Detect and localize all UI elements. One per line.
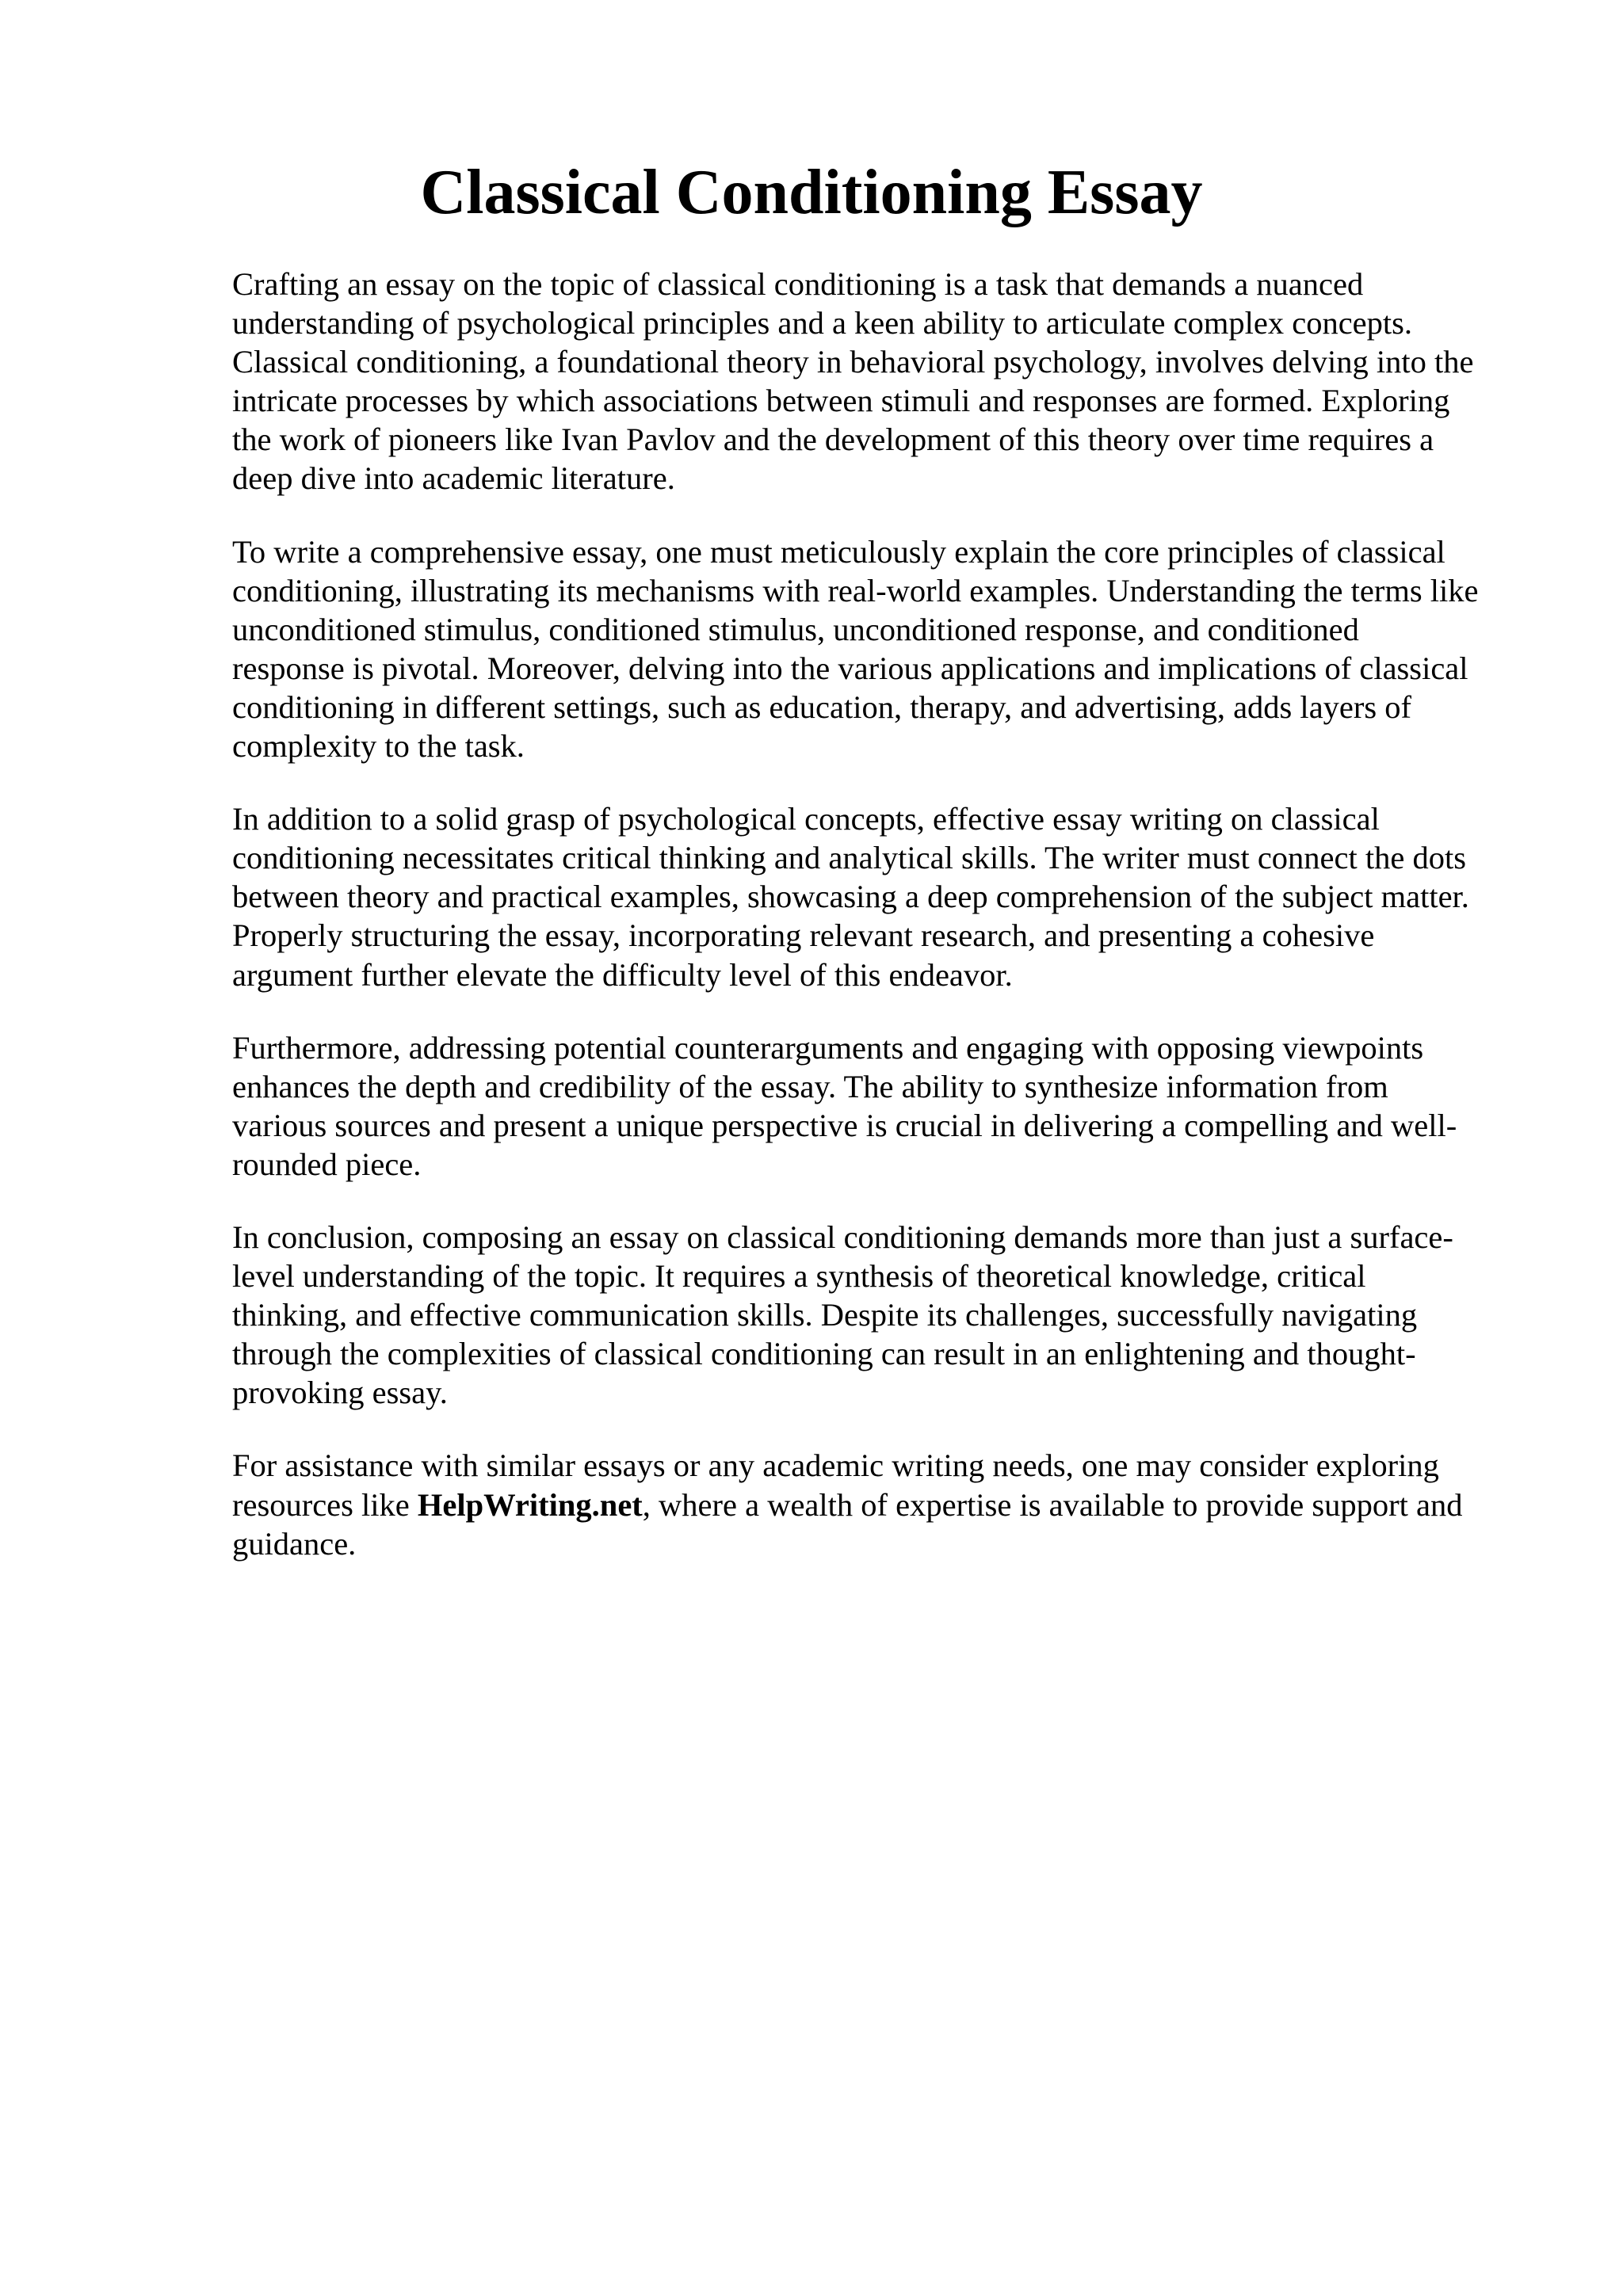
paragraph-3 — [232, 799, 1532, 994]
paragraph-4 — [232, 1028, 1532, 1184]
text-line: response is pivotal. Moreover, delving into the various applications and implications of classical — [232, 650, 1468, 686]
helpwriting-brand: HelpWriting.net — [417, 1486, 643, 1523]
text-line: understanding of psychological principles and a keen ability to articulate complex concepts. — [232, 305, 1413, 341]
text-line: rounded piece. — [232, 1146, 422, 1182]
text-line: In conclusion, composing an essay on classical conditioning demands more than just a surface- — [232, 1219, 1453, 1255]
text-line: various sources and present a unique perspective is crucial in delivering a compelling and well- — [232, 1107, 1457, 1143]
text-line: intricate processes by which associations between stimuli and responses are formed. Exploring — [232, 383, 1450, 419]
text-line: the work of pioneers like Ivan Pavlov and the development of this theory over time requires a — [232, 421, 1434, 458]
paragraph-1 — [232, 265, 1532, 498]
text-line: To write a comprehensive essay, one must meticulously explain the core principles of classical — [232, 533, 1445, 570]
text-line: thinking, and effective communication skills. Despite its challenges, successfully navigating — [232, 1297, 1418, 1333]
text-line: In addition to a solid grasp of psychological concepts, effective essay writing on classical — [232, 801, 1380, 837]
text-line: For assistance with similar essays or any academic writing needs, one may consider exploring — [232, 1447, 1439, 1484]
closing-paragraph — [232, 1446, 1532, 1562]
text-line: Classical conditioning, a foundational theory in behavioral psychology, involves delving into the — [232, 344, 1474, 380]
document-body — [232, 265, 1532, 1597]
text-line: guidance. — [232, 1525, 357, 1562]
text-line: through the complexities of classical conditioning can result in an enlightening and thought- — [232, 1336, 1416, 1372]
text-line: between theory and practical examples, showcasing a deep comprehension of the subject matter. — [232, 879, 1469, 915]
text-line: argument further elevate the difficulty level of this endeavor. — [232, 956, 1013, 993]
text-line: unconditioned stimulus, conditioned stimulus, unconditioned response, and conditioned — [232, 611, 1359, 647]
text-line: enhances the depth and credibility of the essay. The ability to synthesize information from — [232, 1068, 1388, 1104]
text-line: provoking essay. — [232, 1375, 448, 1411]
closing-text-before: resources like — [232, 1486, 418, 1523]
text-line: Properly structuring the essay, incorporating relevant research, and presenting a cohesive — [232, 917, 1375, 954]
text-line: Furthermore, addressing potential counterarguments and engaging with opposing viewpoints — [232, 1029, 1424, 1066]
document-title: Classical Conditioning Essay — [420, 158, 1203, 227]
text-line: conditioning necessitates critical thinking and analytical skills. The writer must connect the dots — [232, 840, 1466, 876]
text-line: conditioning in different settings, such as education, therapy, and advertising, adds layers of — [232, 688, 1411, 725]
paragraph-5 — [232, 1218, 1532, 1412]
paragraph-2 — [232, 532, 1532, 766]
text-line: conditioning, illustrating its mechanisms with real-world examples. Understanding the terms like — [232, 572, 1479, 608]
text-line — [232, 1486, 1532, 1524]
text-line: Crafting an essay on the topic of classical conditioning is a task that demands a nuanced — [232, 266, 1364, 302]
closing-text-after: , where a wealth of expertise is available to provide support and — [642, 1486, 1463, 1523]
text-line: level understanding of the topic. It requires a synthesis of theoretical knowledge, critical — [232, 1258, 1366, 1295]
text-line: complexity to the task. — [232, 728, 525, 765]
text-line: deep dive into academic literature. — [232, 460, 675, 497]
